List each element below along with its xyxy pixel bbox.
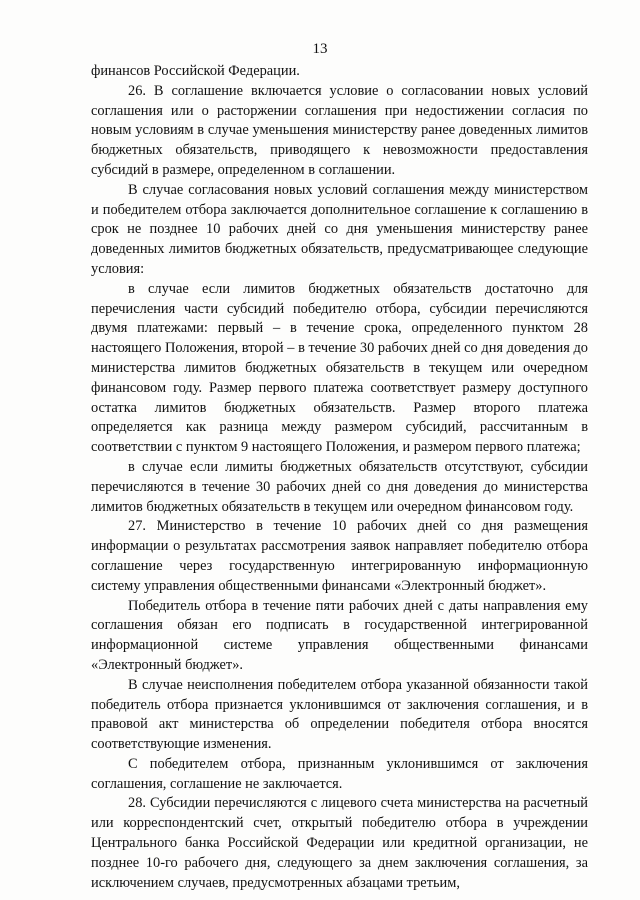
paragraph-no-agreement: С победителем отбора, признанным уклонившимся от заключения соглашения, соглашение не заключается. — [91, 755, 588, 792]
paragraph-clause-28: 28. Субсидии перечисляются с лицевого счета министерства на расчетный или корреспондентский счет, открытый победителю отбора в учреждении Центрального банка Российской Федерации или кредитной организации, не позднее 10-го рабочего дня, следующего за днем заключения соглашения, за исключением случаев, предусмотренных абзацами третьим, — [91, 795, 588, 891]
document-body — [91, 62, 588, 893]
paragraph-evasion: В случае неисполнения победителем отбора указанной обязанности такой победитель отбора признается уклонившимся от заключения соглашения, и в правовой акт министерства об определении победителя отбора вносятся соответствующие изменения. — [91, 676, 588, 753]
paragraph-clause-27: 27. Министерство в течение 10 рабочих дней со дня размещения информации о результатах рассмотрения заявок направляет победителю отбора соглашение через государственную интегрированную информационную систему управления общественными финансами «Электронный бюджет». — [91, 518, 588, 594]
paragraph-signing-deadline: Победитель отбора в течение пяти рабочих дней с даты направления ему соглашения обязан его подписать в государственной интегрированной информационной системе управления общественными финансами «Электронный бюджет». — [91, 597, 588, 673]
page-number: 13 — [312, 41, 328, 57]
paragraph-clause-26: 26. В соглашение включается условие о согласовании новых условий соглашения или о расторжении соглашения при недостижении согласия по новым условиям в случае уменьшения министерству ранее доведенных лимитов бюджетных обязательств, приводящего к невозможности предоставления субсидий в размере, определенном в соглашении. — [91, 82, 588, 178]
paragraph-new-conditions: В случае согласования новых условий соглашения между министерством и победителем отбора заключается дополнительное соглашение к соглашению в срок не позднее 10 рабочих дней со дня уменьшения министерству ранее доведенных лимитов бюджетных обязательств, предусматривающее следующие условия: — [91, 181, 588, 277]
paragraph-continuation: финансов Российской Федерации. — [91, 63, 300, 79]
paragraph-partial-limits: в случае если лимитов бюджетных обязательств достаточно для перечисления части субсидий победителю отбора, субсидии перечисляются двумя платежами: первый – в течение срока, определенного пунктом 28 настоящего Положения, второй – в течение 30 рабочих дней со дня доведения до министерства лимитов бюджетных обязательств в текущем или очередном финансовом году. Размер первого платежа соответствует размеру доступного остатка лимитов бюджетных обязательств. Размер второго платежа определяется как разница между размером субсидий, рассчитанным в соответствии с пунктом 9 настоящего Положения, и размером первого платежа; — [91, 280, 588, 456]
paragraph-no-limits: в случае если лимиты бюджетных обязательств отсутствуют, субсидии перечисляются в течение 30 рабочих дней со дня доведения до министерства лимитов бюджетных обязательств в текущем или очередном финансовом году. — [91, 458, 588, 515]
